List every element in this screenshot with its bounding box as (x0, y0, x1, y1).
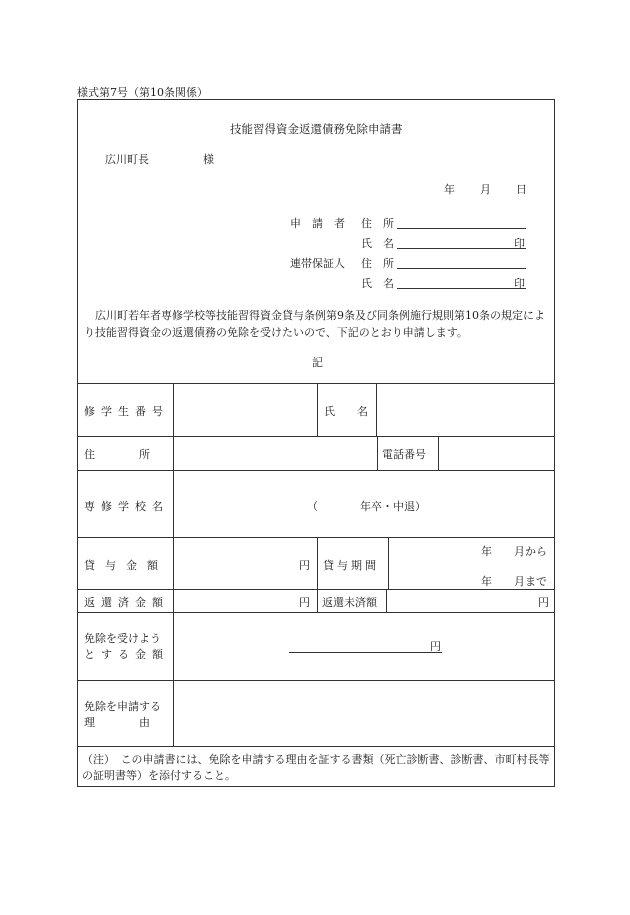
loan-period-label: 貸与期間 (323, 559, 379, 572)
guarantor-label: 連帯保証人 (290, 257, 345, 270)
applicant-seal: 印 (514, 237, 525, 250)
form-number: 様式第7号（第10条関係） (77, 86, 208, 99)
date-month: 月 (480, 183, 491, 196)
guarantor-name-field[interactable] (397, 288, 526, 289)
applicant-name-label: 氏 名 (361, 237, 394, 250)
form-title: 技能習得資金返還債務免除申請書 (230, 122, 403, 136)
applicant-address-label: 住 所 (361, 217, 394, 230)
exempt-amount-field[interactable] (289, 652, 442, 653)
guarantor-address-field[interactable] (397, 268, 526, 269)
unpaid-amount-label: 返還未済額 (322, 596, 377, 609)
phone-label: 電話番号 (382, 448, 426, 461)
repaid-amount-label: 返還済金額 (84, 596, 169, 609)
applicant-name-field[interactable] (397, 248, 526, 249)
ki-label: 記 (312, 356, 323, 369)
school-paren-open: （ (307, 500, 318, 513)
application-form (77, 99, 555, 787)
date-day: 日 (516, 183, 527, 196)
exempt-amount-yen: 円 (430, 640, 441, 653)
address-label: 住 所 (84, 448, 150, 461)
applicant-address-field[interactable] (397, 228, 526, 229)
school-name-label: 専修学校名 (84, 500, 169, 513)
exempt-amount-label-2: とする金額 (84, 648, 169, 661)
applicant-label: 申 請 者 (290, 217, 345, 230)
guarantor-seal: 印 (514, 277, 525, 290)
loan-amount-yen: 円 (299, 559, 310, 572)
repaid-amount-yen: 円 (299, 596, 310, 609)
guarantor-address-label: 住 所 (361, 257, 394, 270)
unpaid-amount-yen: 円 (538, 596, 549, 609)
reason-label-1: 免除を申請する (84, 700, 161, 713)
student-number-label: 修学生番号 (84, 405, 169, 418)
body-text: 広川町若年者専修学校等技能習得資金貸与条例第9条及び同条例施行規則第10条の規定により技能習得資金の返還債務の免除を受けたいので、下記のとおり申請します。 (84, 309, 545, 339)
exempt-amount-label-1: 免除を受けよう (84, 632, 161, 645)
guarantor-name-label: 氏 名 (361, 277, 394, 290)
note: （注） この申請書には、免除を申請する理由を証する書類（死亡診断書、診断書、市町村長等の証明書等）を添付すること。 (82, 753, 550, 782)
period-from: 年 月から (481, 545, 547, 558)
addressee-honorific: 様 (203, 153, 214, 166)
name-label: 氏 名 (324, 405, 368, 418)
school-status: 年卒・中退） (360, 500, 426, 513)
date-year: 年 (444, 183, 455, 196)
loan-amount-label: 貸与金額 (84, 559, 168, 572)
reason-label-2: 理 由 (84, 716, 150, 729)
addressee: 広川町長 (105, 153, 149, 166)
period-to: 年 月まで (481, 575, 547, 588)
